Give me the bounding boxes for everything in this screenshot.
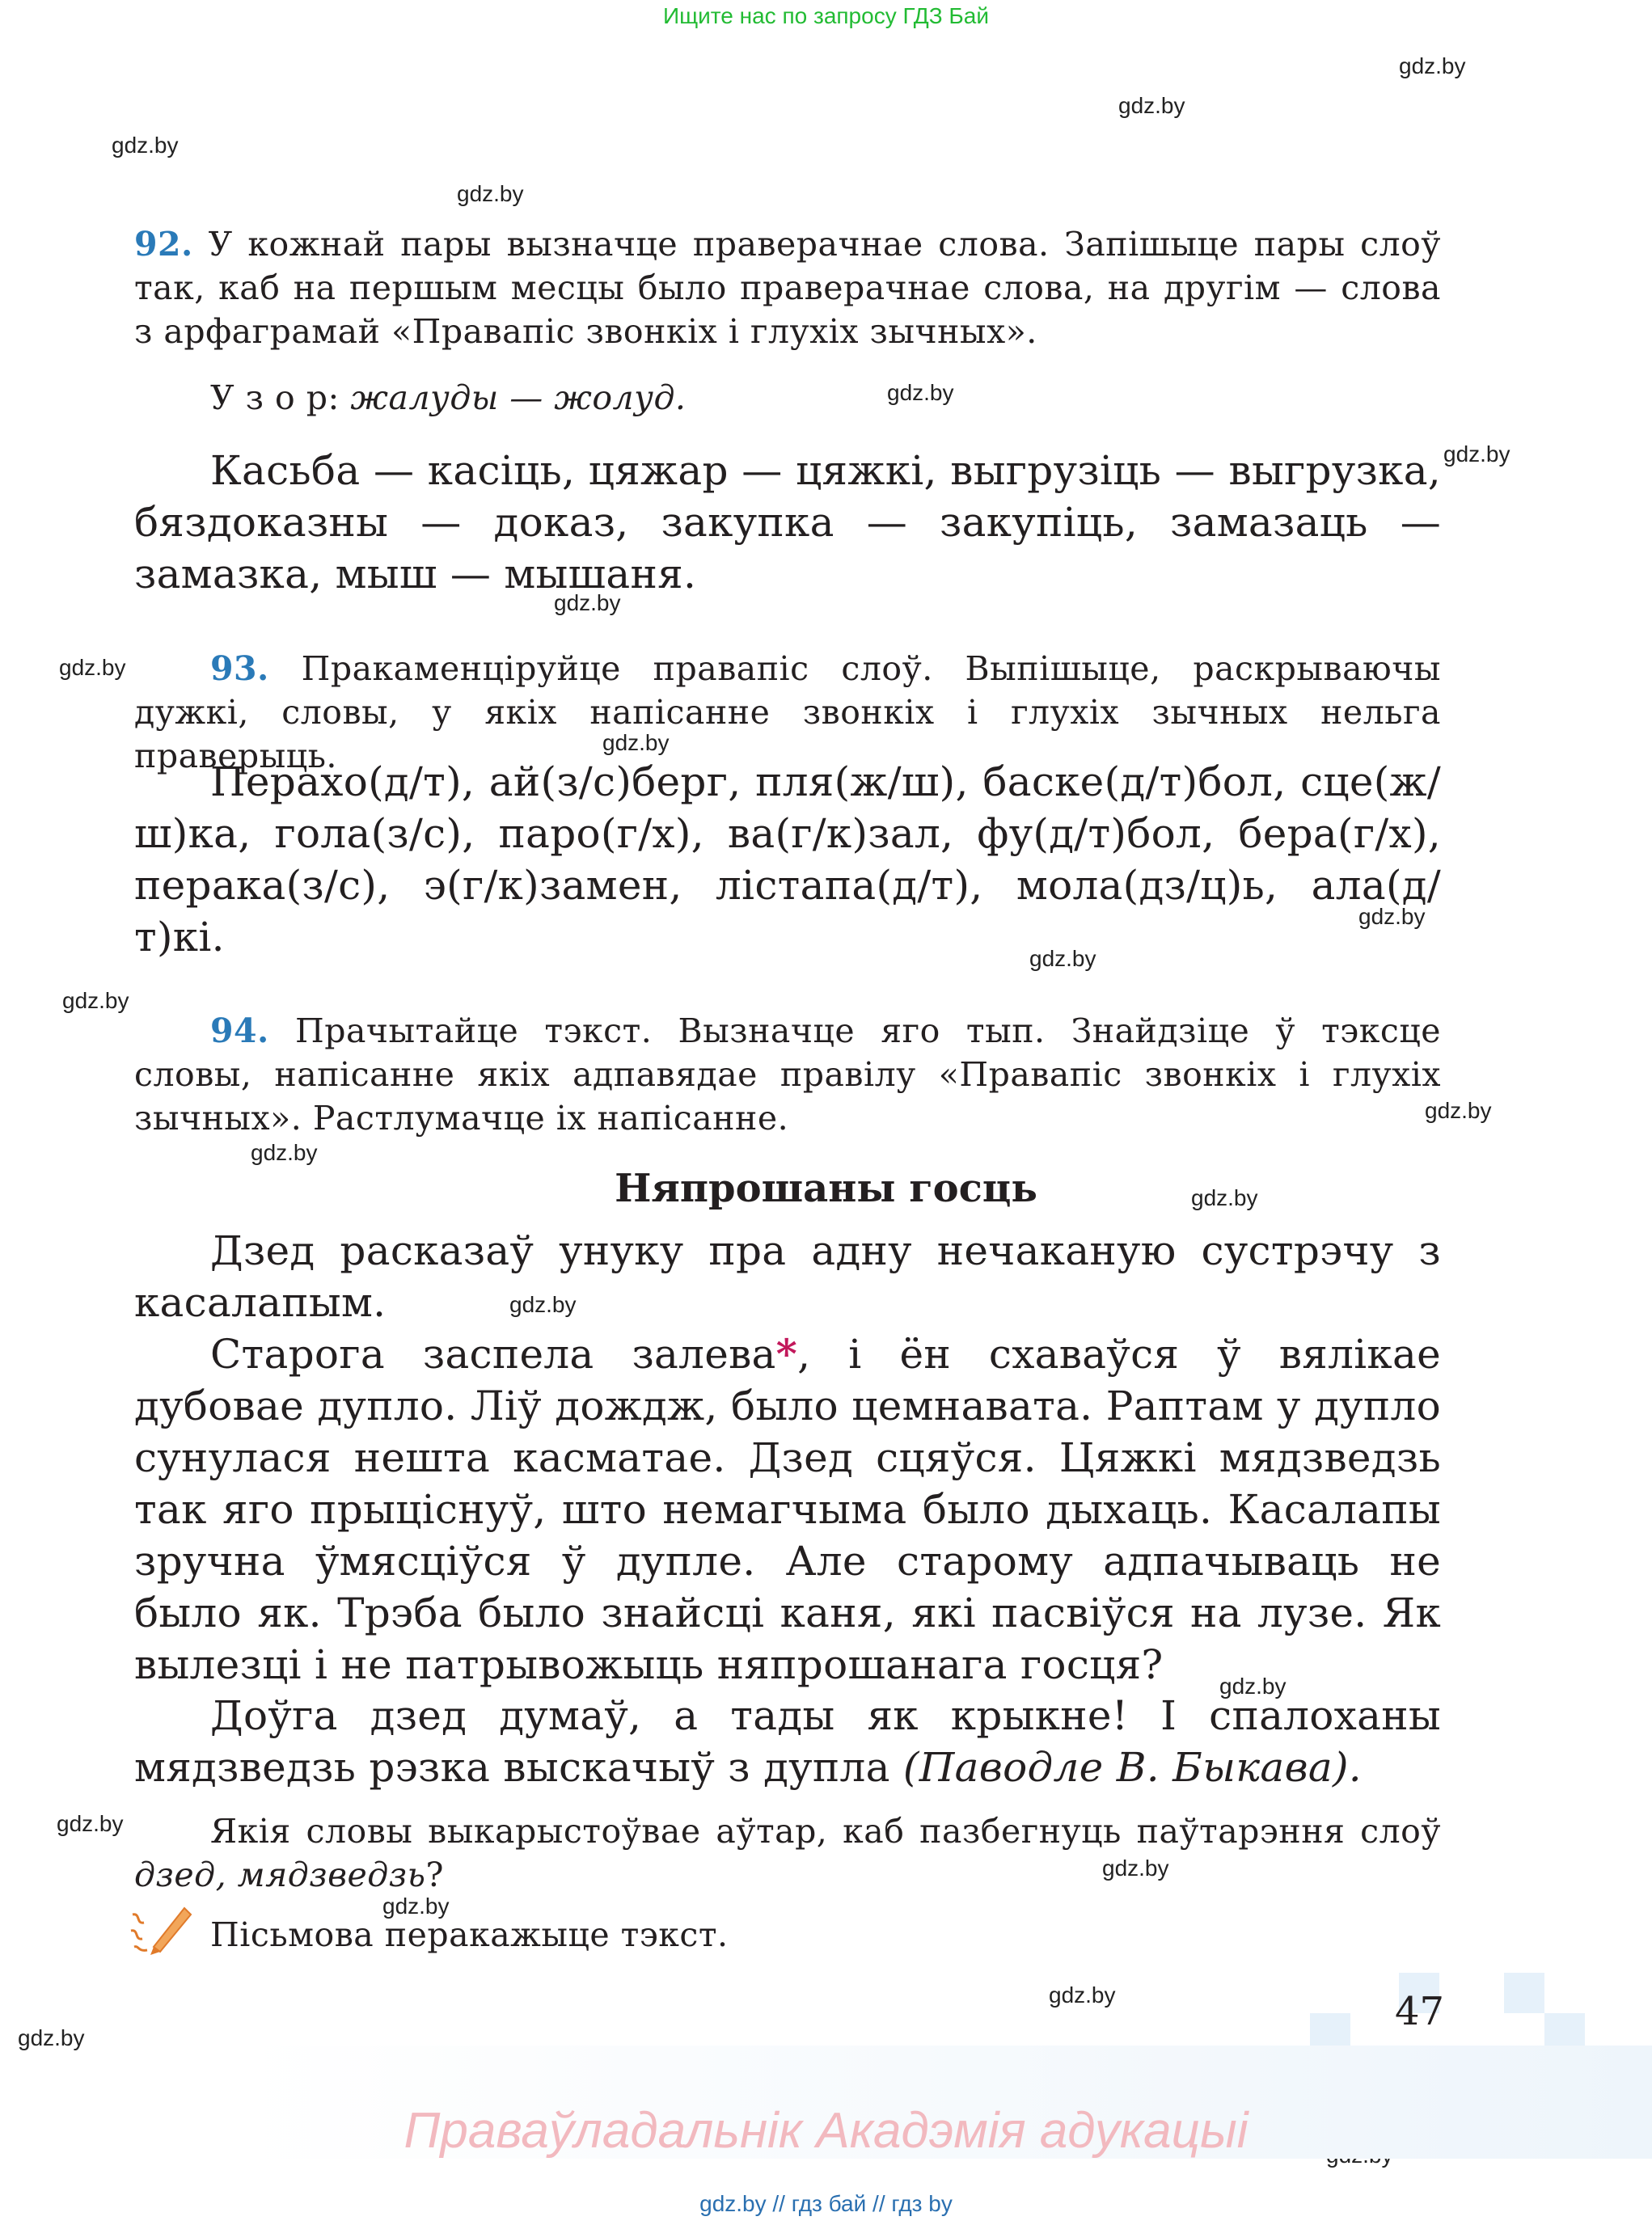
task-93-exercise: Перахо(д/т), ай(з/с)берг, пля(ж/ш), баске(д/т)бол, сце(ж/ш)ка, гола(з/с), паро(г/х), ва(г/к)зал, фу(д/т)бол, бера(г/х), перака(з/с), э(г/к)замен, лістапа(д/т), мола(дз/ц)ь, ала(д/т)кі. [134,758,1441,961]
watermark: gdz.by [887,380,954,405]
task-94 [134,1009,1441,1140]
writing-task: Пісьмова перакажыце тэкст. [210,1915,729,1954]
task-text: Пракаменціруйце правапіс слоў. Выпішыце, раскрываючы дужкі, словы, у якіх напісанне звонкіх і глухіх зычных нельга праверыць. [134,649,1441,775]
top-banner[interactable]: Ищите нас по запросу ГДЗ Бай [662,3,990,28]
task-92-exercise: Касьба — касіць, цяжар — цяжкі, выгрузіць — выгрузка, бяздоказны — доказ, закупка — закупіць, замазаць — замазка, мыш — мышаня. [134,447,1441,597]
watermark: gdz.by [62,988,129,1013]
watermark: gdz.by [1118,93,1185,118]
footer-links[interactable]: gdz.by // гдз бай // гдз by [699,2191,953,2216]
sample-text: жалуды — жолуд. [350,378,687,417]
watermark: gdz.by [1191,1185,1258,1210]
task-92 [134,222,1441,353]
sample-label: У з о р: [210,378,340,417]
task-number: 94. [210,1011,269,1050]
watermark: gdz.by [57,1811,124,1836]
watermark: gdz.by [112,133,179,158]
task-number: 93. [210,649,269,688]
question [134,1809,1441,1897]
watermark: gdz.by [382,1894,450,1919]
question-words: дзед, мядзведзь [134,1856,426,1894]
source: (Паводле В. Быкава). [902,1744,1362,1791]
watermark: gdz.by [59,655,126,680]
task-number: 92. [134,225,193,264]
watermark: gdz.by [457,181,524,206]
paragraph-3-text: Доўга дзед думаў, а тады як крыкне! І спалоханы мядзведзь рэзка выскачыў з дупла [134,1692,1441,1791]
decor-square [1504,1973,1544,2013]
task-text: У кожнай пары вызначце праверачнае слова. Запішыце пары слоў так, каб на першым месцы было праверачнае слова, на другім — слова з арфаграмай «Правапіс звонкіх і глухіх зычных». [134,225,1441,351]
watermark: gdz.by [1358,904,1426,929]
task-text: Прачытайце тэкст. Вызначце яго тып. Знайдзіце ў тэксце словы, напісанне якіх адпавядае правілу «Правапіс звонкіх і глухіх зычных». Растлумачце іх напісанне. [134,1011,1441,1138]
text-title: Няпрошаны госць [615,1166,1037,1211]
watermark: gdz.by [1443,441,1510,467]
paragraph-1: Дзед расказаў унуку пра адну нечаканую сустрэчу з касалапым. [134,1227,1441,1326]
pen-icon [129,1898,194,1955]
paragraph-2-start: Старога заспела залева [210,1331,776,1378]
watermark: gdz.by [1102,1856,1169,1881]
paragraph-2 [134,1328,1441,1691]
watermark: gdz.by [602,730,670,755]
watermark: gdz.by [1219,1674,1287,1699]
watermark: gdz.by [554,590,621,615]
page-number: 47 [1395,1989,1445,2034]
question-text: Якія словы выкарыстоўвае аўтар, каб пазбегнуць паўтарэння слоў [210,1812,1441,1851]
question-end: ? [425,1856,444,1894]
copyright: Праваўладальнік Акадэмія адукацыі [403,2103,1249,2159]
sample [210,376,1439,420]
watermark: gdz.by [1029,946,1096,971]
watermark: gdz.by [1049,1982,1116,2008]
watermark: gdz.by [251,1140,318,1165]
paragraph-3 [134,1690,1441,1793]
watermark: gdz.by [18,2025,85,2050]
paragraph-2-rest: , і ён схаваўся ў вялікае дубовае дупло. Ліў дождж, было цемнавата. Раптам у дупло сунулася нешта касматае. Дзед сцяўся. Цяжкі мядзведзь так яго прыціснуў, што немагчыма было дыхаць. Касалапы зручна ўмясціўся ў дупле. Але старому адпачываць не было як. Трэба было знайсці каня, які пасвіўся на лузе. Як вылезці і не патрывожыць няпрошанага госця? [134,1331,1441,1688]
watermark: gdz.by [1399,53,1466,78]
footnote-star: * [775,1330,798,1378]
watermark: gdz.by [509,1292,577,1317]
watermark: gdz.by [1425,1098,1492,1123]
